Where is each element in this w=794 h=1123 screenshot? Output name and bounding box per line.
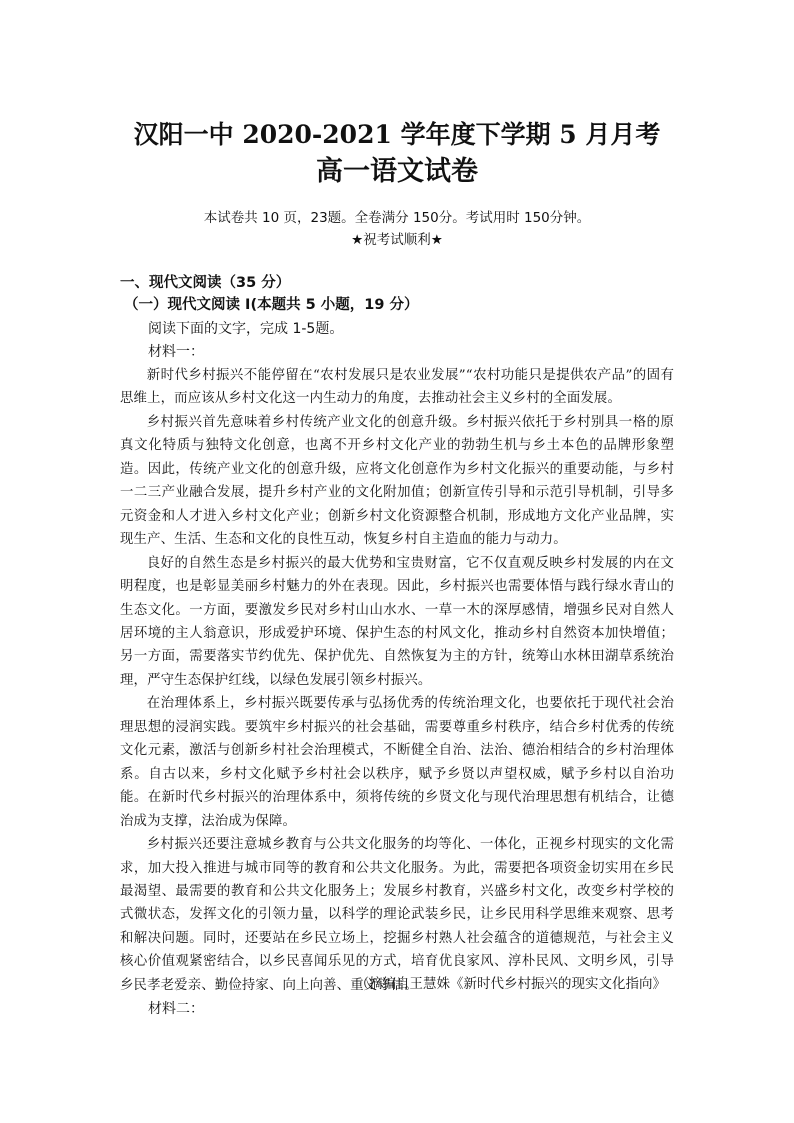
reading-instruction: 阅读下面的文字，完成 1-5题。 [148,321,344,337]
material-one-label: 材料一： [148,344,204,360]
paragraph: 新时代乡村振兴不能停留在“农村发展只是农业发展”“农村功能只是提供农产品”的固有思维上，而应该从乡村文化这一内生动力的角度，去推动社会主义乡村的全面发展。 [120,368,674,407]
paragraph: 在治理体系上，乡村振兴既要传承与弘扬优秀的传统治理文化，也要依托于现代社会治理思想的浸润实践。要筑牢乡村振兴的社会基础，需要尊重乡村秩序，结合乡村优秀的传统文化元素，激活与创新乡村社会治理模式，不断健全自治、法治、德治相结合的乡村治理体系。自古以来，乡村文化赋予乡村社会以秩序，赋予乡贤以声望权威，赋予乡村以自治功能。在新时代乡村振兴的治理体系中，须将传统的乡贤文化与现代治理思想有机结合，让德治成为支撑，法治成为保障。 [120,696,674,829]
section-heading: 一、现代文阅读（35 分） [120,275,291,291]
exam-title: 汉阳一中 2020-2021 学年度下学期 5 月月考 [133,120,661,149]
exam-subtitle: 高一语文试卷 [316,156,478,187]
sub-section-heading: （一）现代文阅读 I(本题共 5 小题，19 分） [124,297,419,313]
exam-info-line: 本试卷共 10 页，23题。全卷满分 150分。考试用时 150分钟。 [203,210,591,226]
paragraph: 良好的自然生态是乡村振兴的最大优势和宝贵财富，它不仅直观反映乡村发展的内在文明程度，也是彰显美丽乡村魅力的外在表现。因此，乡村振兴也需要体悟与践行绿水青山的生态文化。一方面，要激发乡民对乡村山山水水、一草一木的深厚感情，增强乡民对自然人居环境的主人翁意识，形成爱护环境、保护生态的村风文化，推动乡村自然资本加快增值；另一方面，需要落实节约优先、保护优先、自然恢复为主的方针，统筹山水林田湖草系统治理，严守生态保护红线，以绿色发展引领乡村振兴。 [120,555,674,688]
paragraph: 乡村振兴还要注意城乡教育与公共文化服务的均等化、一体化，正视乡村现实的文化需求，加大投入推进与城市同等的教育和公共文化服务。为此，需要把各项资金切实用在乡民最渴望、最需要的教育和公共文化服务上；发展乡村教育，兴盛乡村文化，改变乡村学校的式微状态，发挥文化的引领力量，以科学的理论武装乡民，让乡民用科学思维来观察、思考和解决问题。同时，还要站在乡民立场上，挖掘乡村熟人社会蕴含的道德规范，与社会主义核心价值观紧密结合，以乡民喜闻乐见的方式，培育优良家风、淳朴民风、文明乡风，引导乡民孝老爱亲、勤俭持家、向上向善、重义守信。 [120,837,674,993]
material-one-body [120,364,674,997]
paragraph: 乡村振兴首先意味着乡村传统产业文化的创意升级。乡村振兴依托于乡村别具一格的原真文化特质与独特文化创意，也离不开乡村文化产业的勃勃生机与乡土本色的品牌形象塑造。因此，传统产业文化的创意升级，应将文化创意作为乡村文化振兴的重要动能，与乡村一二三产业融合发展，提升乡村产业的文化附加值；创新宣传引导和示范引导机制，引导多元资金和人才进入乡村文化产业；创新乡村文化资源整合机制，形成地方文化产业品牌，实现生产、生活、生态和文化的良性互动，恢复乡村自主造血的能力与动力。 [120,414,674,548]
exam-wish-line: ★祝考试顺利★ [351,232,443,248]
material-one-source: （摘编自王慧姝《新时代乡村振兴的现实文化指向》 [355,976,666,992]
material-two-label: 材料二： [148,1001,204,1017]
